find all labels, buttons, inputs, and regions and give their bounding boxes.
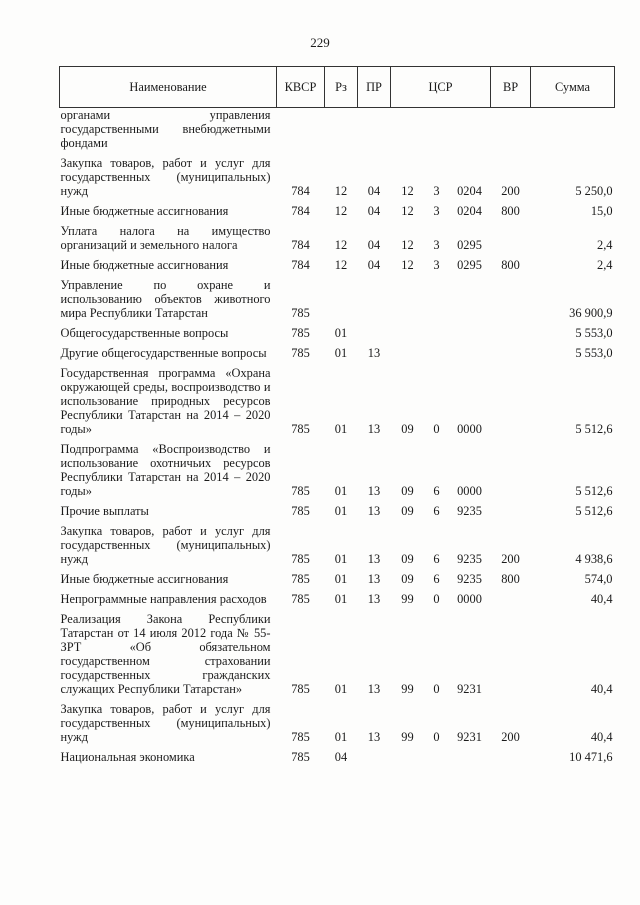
row-kvsr: 785 [291, 682, 310, 696]
row-csr-item: 0000 [457, 422, 482, 436]
row-pr: 13 [367, 484, 381, 498]
row-csr-subprogram: 3 [433, 184, 440, 198]
row-pr [358, 326, 391, 346]
row-vr: 200 [501, 552, 520, 566]
row-pr [358, 750, 391, 770]
row-rz: 12 [334, 184, 348, 198]
row-csr-program: 09 [401, 504, 414, 518]
row-name: Национальная экономика [60, 750, 195, 764]
row-kvsr: 785 [291, 572, 310, 586]
row-name: Иные бюджетные ассигнования [60, 258, 229, 272]
row-csr-subprogram [425, 108, 449, 157]
row-csr-item: 9235 [457, 572, 482, 586]
row-kvsr: 785 [291, 484, 310, 498]
row-rz: 01 [334, 682, 348, 696]
row-name: Подпрограмма «Воспроизводство и использование охотничьих ресурсов Республики Татарстан на 2014 – 2020 годы» [60, 442, 271, 498]
row-csr-subprogram: 0 [433, 730, 440, 744]
row-csr-program: 12 [401, 184, 414, 198]
table-row [60, 592, 615, 612]
table-row [60, 572, 615, 592]
row-kvsr: 785 [291, 504, 310, 518]
row-rz: 01 [334, 504, 348, 518]
table-row [60, 224, 615, 258]
row-vr [491, 108, 531, 157]
row-csr-subprogram: 3 [433, 204, 440, 218]
table-row [60, 278, 615, 326]
row-name: Государственная программа «Охрана окружающей среды, воспроизводство и использование природных ресурсов Республики Татарстан на 2014 – 2020 годы» [60, 366, 271, 436]
table-row [60, 524, 615, 572]
row-name: Прочие выплаты [60, 504, 149, 518]
row-rz: 01 [334, 592, 348, 606]
row-vr: 800 [501, 258, 520, 272]
row-sum: 574,0 [584, 572, 613, 586]
row-csr-program: 09 [401, 572, 414, 586]
row-sum: 40,4 [590, 730, 613, 744]
row-csr-program: 09 [401, 422, 414, 436]
row-kvsr: 785 [291, 592, 310, 606]
row-kvsr: 785 [291, 346, 310, 360]
row-csr-item [449, 750, 491, 770]
header-sum: Сумма [531, 67, 615, 108]
row-csr-program: 12 [401, 204, 414, 218]
row-sum: 5 553,0 [575, 346, 613, 360]
row-csr-program [391, 750, 425, 770]
row-csr-subprogram: 3 [433, 238, 440, 252]
row-pr: 04 [367, 258, 381, 272]
row-name: Уплата налога на имущество организаций и земельного налога [60, 224, 271, 252]
table-row [60, 204, 615, 224]
row-pr: 13 [367, 572, 381, 586]
row-name: Реализация Закона Республики Татарстан от 14 июля 2012 года № 55-ЗРТ «Об обязательном государственном страховании государственных гражданских служащих Республики Татарстан» [60, 612, 271, 696]
row-csr-subprogram: 6 [433, 552, 440, 566]
row-kvsr: 785 [291, 422, 310, 436]
row-sum: 2,4 [597, 238, 613, 252]
row-csr-subprogram: 6 [433, 572, 440, 586]
row-vr [491, 278, 531, 326]
row-rz: 12 [334, 238, 348, 252]
row-sum: 10 471,6 [569, 750, 613, 764]
row-kvsr: 785 [291, 552, 310, 566]
row-csr-subprogram: 0 [433, 682, 440, 696]
header-pr: ПР [358, 67, 391, 108]
row-pr: 13 [367, 422, 381, 436]
row-rz: 12 [334, 204, 348, 218]
row-pr: 13 [367, 730, 381, 744]
row-name: Закупка товаров, работ и услуг для государственных (муниципальных) нужд [60, 156, 271, 198]
row-vr: 800 [501, 204, 520, 218]
row-rz: 01 [334, 572, 348, 586]
row-kvsr: 784 [291, 258, 310, 272]
row-rz: 12 [334, 258, 348, 272]
row-pr: 13 [367, 504, 381, 518]
row-vr [491, 366, 531, 442]
row-vr [491, 442, 531, 504]
row-csr-subprogram [425, 346, 449, 366]
row-kvsr: 785 [291, 306, 310, 320]
table-row [60, 346, 615, 366]
header-rz: Рз [325, 67, 358, 108]
row-csr-item: 0000 [457, 484, 482, 498]
row-vr [491, 224, 531, 258]
row-pr: 13 [367, 682, 381, 696]
row-vr [491, 504, 531, 524]
row-vr: 200 [501, 730, 520, 744]
table-row [60, 442, 615, 504]
row-rz: 01 [334, 730, 348, 744]
row-name: Общегосударственные вопросы [60, 326, 229, 340]
row-csr-item: 0295 [457, 258, 482, 272]
row-pr [358, 278, 391, 326]
row-sum: 2,4 [597, 258, 613, 272]
row-kvsr: 784 [291, 204, 310, 218]
row-sum: 5 250,0 [575, 184, 613, 198]
row-rz: 01 [334, 552, 348, 566]
row-vr [491, 346, 531, 366]
row-csr-program: 09 [401, 552, 414, 566]
row-csr-program [391, 326, 425, 346]
row-csr-item: 9235 [457, 552, 482, 566]
row-csr-subprogram: 0 [433, 422, 440, 436]
table-row [60, 612, 615, 702]
row-csr-item [449, 326, 491, 346]
row-rz: 01 [334, 346, 348, 360]
row-rz: 01 [334, 326, 348, 340]
table-row [60, 702, 615, 750]
row-csr-program [391, 278, 425, 326]
header-csr: ЦСР [391, 67, 491, 108]
row-csr-subprogram: 6 [433, 484, 440, 498]
row-csr-item: 0295 [457, 238, 482, 252]
row-vr: 200 [501, 184, 520, 198]
row-csr-program: 12 [401, 258, 414, 272]
row-name: Другие общегосударственные вопросы [60, 346, 267, 360]
row-sum [531, 108, 615, 157]
row-rz [325, 108, 358, 157]
row-kvsr: 784 [291, 184, 310, 198]
row-pr: 13 [367, 346, 381, 360]
row-csr-subprogram [425, 326, 449, 346]
row-vr [491, 592, 531, 612]
row-csr-program: 99 [401, 592, 414, 606]
row-kvsr [277, 108, 325, 157]
row-csr-program [391, 346, 425, 366]
row-sum: 40,4 [590, 682, 613, 696]
table-row [60, 156, 615, 204]
row-vr [491, 750, 531, 770]
row-csr-program: 99 [401, 730, 414, 744]
row-sum: 36 900,9 [569, 306, 613, 320]
row-pr: 13 [367, 552, 381, 566]
row-pr: 04 [367, 184, 381, 198]
row-csr-item: 0204 [457, 184, 482, 198]
row-sum: 5 512,6 [575, 504, 613, 518]
table-row [60, 258, 615, 278]
row-name: органами управления государственными внебюджетными фондами [60, 108, 271, 150]
row-vr [491, 612, 531, 702]
row-pr: 13 [367, 592, 381, 606]
header-kvsr: КВСР [277, 67, 325, 108]
row-pr: 04 [367, 204, 381, 218]
row-kvsr: 785 [291, 730, 310, 744]
row-vr [491, 326, 531, 346]
row-sum: 15,0 [590, 204, 613, 218]
row-name: Закупка товаров, работ и услуг для государственных (муниципальных) нужд [60, 524, 271, 566]
row-name: Иные бюджетные ассигнования [60, 572, 229, 586]
row-csr-program: 99 [401, 682, 414, 696]
row-rz [325, 278, 358, 326]
row-pr [358, 108, 391, 157]
row-name: Непрограммные направления расходов [60, 592, 267, 606]
row-rz: 01 [334, 484, 348, 498]
row-csr-subprogram: 6 [433, 504, 440, 518]
row-name: Закупка товаров, работ и услуг для государственных (муниципальных) нужд [60, 702, 271, 744]
table-header [60, 67, 615, 108]
row-csr-subprogram [425, 278, 449, 326]
table-row [60, 326, 615, 346]
row-csr-item [449, 108, 491, 157]
row-sum: 5 512,6 [575, 422, 613, 436]
row-csr-subprogram: 3 [433, 258, 440, 272]
row-csr-item [449, 278, 491, 326]
table-row [60, 750, 615, 770]
row-csr-item: 9231 [457, 682, 482, 696]
row-csr-item: 0204 [457, 204, 482, 218]
row-pr: 04 [367, 238, 381, 252]
row-sum: 5 512,6 [575, 484, 613, 498]
row-csr-item: 0000 [457, 592, 482, 606]
header-vr: ВР [491, 67, 531, 108]
row-sum: 5 553,0 [575, 326, 613, 340]
row-kvsr: 784 [291, 238, 310, 252]
row-csr-subprogram: 0 [433, 592, 440, 606]
row-kvsr: 785 [291, 326, 310, 340]
table-row [60, 366, 615, 442]
table-row [60, 108, 615, 157]
row-name: Иные бюджетные ассигнования [60, 204, 229, 218]
budget-table [59, 66, 615, 770]
row-csr-program: 09 [401, 484, 414, 498]
row-rz: 04 [334, 750, 348, 764]
header-name: Наименование [60, 67, 277, 108]
row-kvsr: 785 [291, 750, 310, 764]
row-csr-item [449, 346, 491, 366]
row-csr-subprogram [425, 750, 449, 770]
row-csr-program: 12 [401, 238, 414, 252]
row-csr-item: 9231 [457, 730, 482, 744]
row-rz: 01 [334, 422, 348, 436]
row-vr: 800 [501, 572, 520, 586]
row-name: Управление по охране и использованию объектов животного мира Республики Татарстан [60, 278, 271, 320]
row-csr-program [391, 108, 425, 157]
row-sum: 4 938,6 [575, 552, 613, 566]
table-row [60, 504, 615, 524]
page-number: 229 [310, 35, 330, 50]
row-csr-item: 9235 [457, 504, 482, 518]
row-sum: 40,4 [590, 592, 613, 606]
